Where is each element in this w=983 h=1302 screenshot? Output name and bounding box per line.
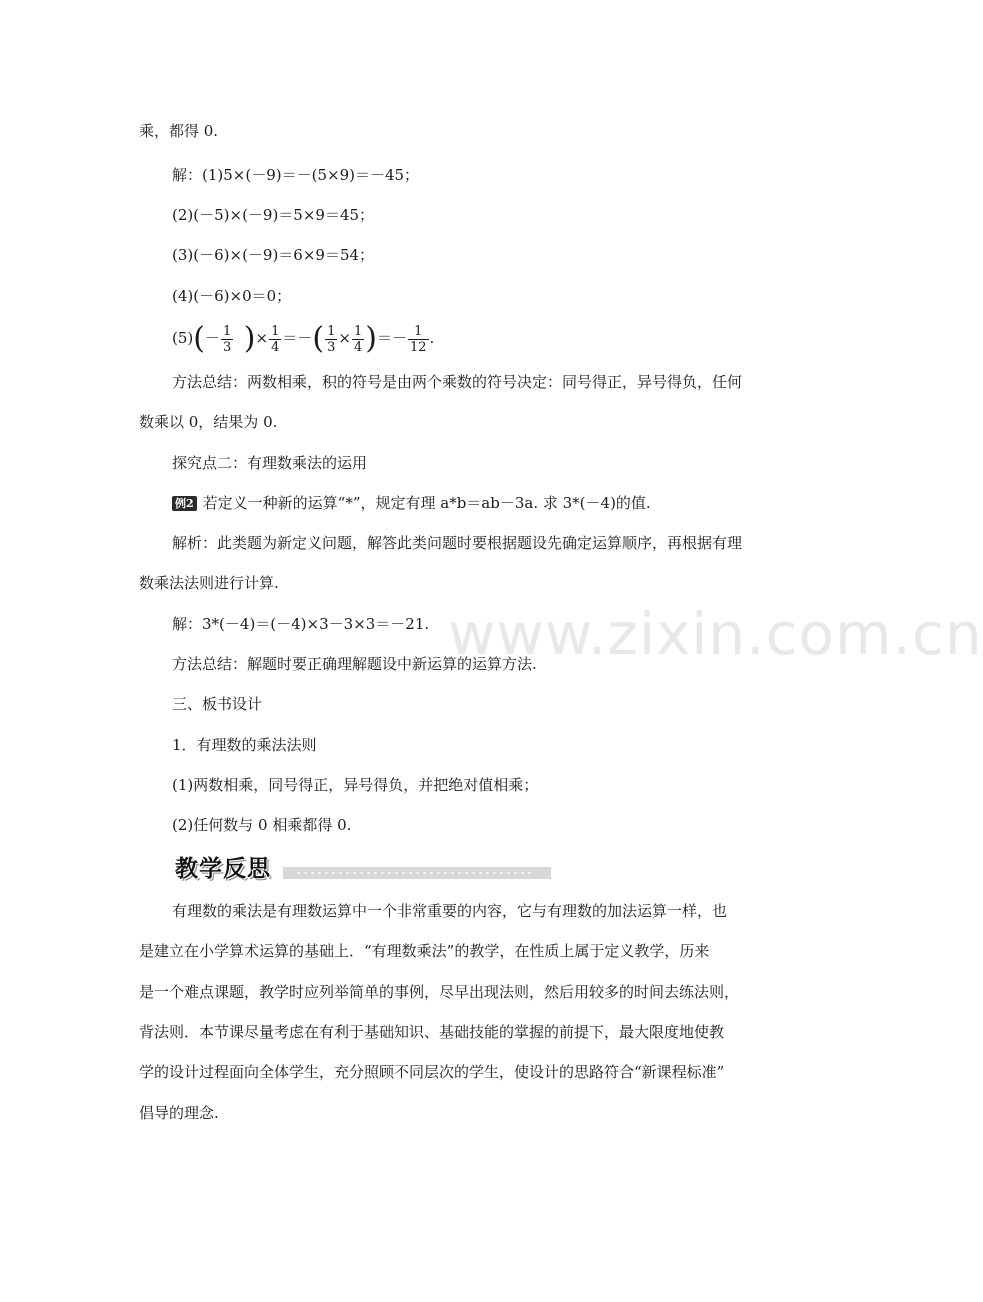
times: × [255,329,269,347]
example-badge: 例2 [172,496,197,511]
equals-minus: ＝－ [376,329,407,347]
rule-heading: 1．有理数的乘法法则 [172,736,317,754]
fraction [352,324,364,355]
solution-example-2: 解：3*(－4)＝(－4)×3－3×3＝－21. [172,615,430,633]
reflection-line: 是建立在小学算术运算的基础上．“有理数乘法”的教学，在性质上属于定义教学，历来 [139,942,710,960]
minus: － [204,329,220,347]
rule-2: (2)任何数与 0 相乘都得 0. [172,816,352,834]
numerator: 1 [327,323,336,339]
numerator: 1 [408,324,429,340]
numerator: 1 [353,323,363,339]
solution-line-4: (4)(－6)×0＝0； [172,287,292,305]
rule-1: (1)两数相乘，同号得正，异号得负，并把绝对值相乘； [172,776,539,794]
equals-minus: ＝－ [282,329,313,347]
solution-line-1: 解：(1)5×(－9)＝－(5×9)＝－45； [172,166,420,184]
paren: ( [193,321,205,356]
denominator: 3 [222,339,232,355]
numerator: 1 [222,323,232,339]
banner-dots [295,871,535,875]
fraction [408,324,429,355]
paren: ) [234,321,256,356]
reflection-line: 背法则．本节课尽量考虑在有利于基础知识、基础技能的掌握的前提下，最大限度地使教 [139,1023,725,1041]
solution-line-2: (2)(－5)×(－9)＝5×9＝45； [172,206,375,224]
example-2 [172,493,651,513]
paren: ) [365,321,377,356]
reflection-line: 倡导的理念. [139,1104,219,1122]
reflection-line: 有理数的乘法是有理数运算中一个非常重要的内容，它与有理数的加法运算一样，也 [172,902,728,920]
text-line: 乘，都得 0. [139,122,219,140]
teaching-reflection-banner [171,850,551,882]
watermark: www.zixin.com.cn [448,600,983,668]
example-text: 若定义一种新的运算“*”，规定有理 a*b＝ab－3a. 求 3*(－4)的值. [202,494,651,512]
method-summary-1-cont: 数乘以 0，结果为 0. [139,413,278,431]
analysis-1-cont: 数乘法法则进行计算. [139,574,279,592]
analysis-1: 解析：此类题为新定义问题，解答此类问题时要根据题设先确定运算顺序，再根据有理 [172,534,743,552]
solution-line-3: (3)(－6)×(－9)＝6×9＝54； [172,246,375,264]
banner-title: 教学反思 [175,856,271,882]
paren: ( [312,321,325,356]
method-summary-1: 方法总结：两数相乘，积的符号是由两个乘数的符号决定：同号得正，异号得负，任何 [172,373,743,391]
solution-line-5 [172,318,434,358]
method-summary-2: 方法总结：解题时要正确理解题设中新运算的运算方法. [172,655,537,673]
denominator: 4 [353,339,363,355]
numerator: 1 [271,323,280,339]
eq-label: (5) [172,329,194,347]
period: . [429,329,435,347]
denominator: 4 [271,339,280,355]
times: × [338,329,351,347]
fraction [221,324,233,355]
board-design-heading: 三、板书设计 [172,695,263,713]
fraction [269,324,281,355]
denominator: 12 [409,339,427,355]
denominator: 3 [327,339,336,355]
fraction [325,324,337,355]
reflection-line: 是一个难点课题，教学时应列举简单的事例，尽早出现法则，然后用较多的时间去练法则， [139,983,740,1001]
section-heading: 探究点二：有理数乘法的运用 [172,454,368,472]
reflection-line: 学的设计过程面向全体学生，充分照顾不同层次的学生，使设计的思路符合“新课程标准” [139,1063,725,1081]
